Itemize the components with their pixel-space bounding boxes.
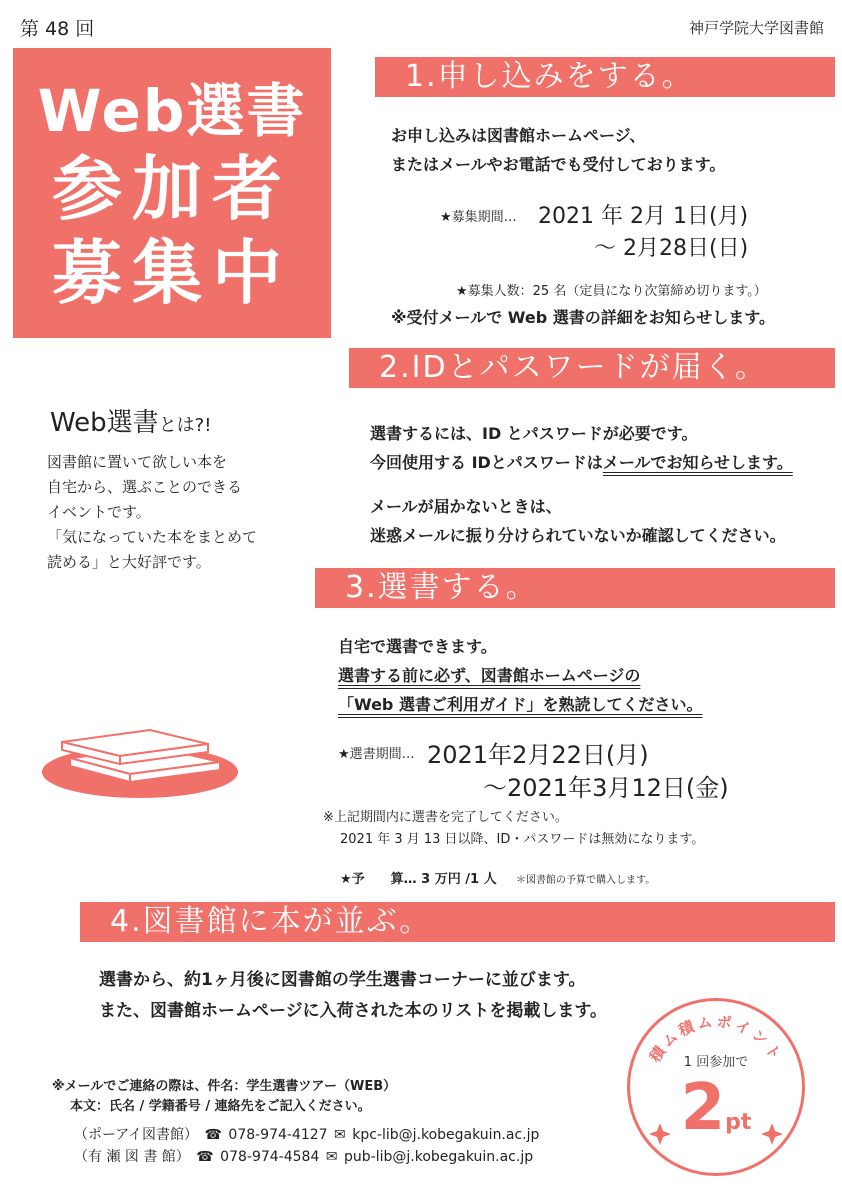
contact-phone[interactable]: 078-974-4584 [220, 1149, 320, 1165]
section2-line1: 選書するには、ID とパスワードが必要です。 [370, 424, 698, 443]
section1-notice: ※受付メールで Web 選書の詳細をお知らせします。 [391, 308, 775, 327]
section3-banner: 3.選書する。 [315, 568, 835, 608]
about-line5: 読める」と大好評です。 [47, 553, 211, 571]
contact-email[interactable]: kpc-lib@j.kobegakuin.ac.jp [352, 1127, 540, 1143]
selection-period-start: 2021年2月22日(月) [427, 741, 649, 769]
phone-icon: ☎ [204, 1127, 222, 1143]
selection-note2: 2021 年 3 月 13 日以降、ID・パスワードは無効になります。 [340, 832, 705, 847]
section2-line2 [370, 448, 793, 477]
stamp-value: 2 [680, 1071, 726, 1145]
mail-icon: ✉ [325, 1149, 338, 1165]
budget: ★予 算… 3 万円 /1 人 [340, 872, 497, 887]
phone-icon: ☎ [196, 1149, 214, 1165]
selection-note1: ※上記期間内に選書を完了してください。 [323, 810, 568, 825]
application-period-start: 2021 年 2月 1日(月) [538, 204, 749, 229]
about-line1: 図書館に置いて欲しい本を [47, 453, 228, 471]
section3-line1: 自宅で選書できます。 [338, 637, 497, 656]
section4-line1: 選書から、約1ヶ月後に図書館の学生選書コーナーに並びます。 [99, 970, 586, 990]
section1-banner: 1.申し込みをする。 [375, 57, 835, 97]
point-stamp [627, 998, 805, 1176]
about-body [47, 450, 257, 575]
selection-period-end: ～2021年3月12日(金) [483, 774, 729, 802]
section1-body [391, 121, 725, 179]
about-title-main: Web選書 [50, 408, 159, 438]
section2-line2a: 今回使用する IDとパスワードは [370, 453, 603, 472]
hero-title-line2: 参加者 [52, 148, 292, 230]
application-period-label: ★募集期間… [440, 210, 517, 225]
contact-name: （ポーアイ図書館） [74, 1127, 199, 1143]
hero-title-block [13, 48, 331, 338]
contact-row [74, 1146, 535, 1166]
contact-phone[interactable]: 078-974-4127 [228, 1127, 328, 1143]
application-period-end: ～ 2月28日(日) [594, 236, 749, 261]
budget-note: ＊図書館の予算で購入します。 [516, 875, 656, 886]
about-line3: イベントです。 [47, 503, 151, 521]
stamp-points [630, 1071, 802, 1145]
section2-banner: 2.IDとパスワードが届く。 [349, 348, 835, 388]
stamp-caption: 1 回参加で [683, 1055, 749, 1070]
about-line4: 「気になっていた本をまとめて [47, 528, 258, 546]
stamp-unit: pt [725, 1110, 752, 1135]
about-line2: 自宅から、選ぶことのできる [47, 478, 243, 496]
contact-email[interactable]: pub-lib@j.kobegakuin.ac.jp [344, 1149, 534, 1165]
section2-line3: メールが届かないときは、 [370, 497, 562, 516]
section1-body-line1: お申し込みは図書館ホームページ、 [391, 126, 646, 145]
mail-icon: ✉ [334, 1127, 346, 1143]
section1-body-line2: またはメールやお電話でも受付しております。 [391, 155, 726, 174]
hero-title-line3: 募集中 [52, 232, 292, 314]
section3-line2: 選書する前に必ず、図書館ホームページの [338, 666, 641, 685]
contact-row [74, 1124, 541, 1144]
about-title-tail: とは?! [158, 415, 212, 436]
section2-line2b: メールでお知らせします。 [602, 453, 793, 472]
stamp-arc-text: 積ム積ムポイント [645, 1012, 787, 1066]
selection-period-label: ★選書期間… [338, 747, 415, 762]
section3-line3: 「Web 選書ご利用ガイド」を熟読してください。 [338, 695, 703, 714]
hero-title-line1: Web選書 [37, 77, 307, 145]
contact-name: （有 瀬 図 書 館） [74, 1149, 190, 1165]
library-name: 神戸学院大学図書館 [688, 19, 824, 37]
books-icon [40, 700, 240, 800]
mail-note-body: 本文：氏名 / 学籍番号 / 連絡先をご記入ください。 [70, 1099, 371, 1114]
section4-line2: また、図書館ホームページに入荷された本のリストを掲載します。 [99, 1001, 607, 1021]
section2-line4: 迷惑メールに振り分けられていないか確認してください。 [370, 526, 786, 545]
mail-note-subject: ※メールでご連絡の際は、件名：学生選書ツアー（WEB） [52, 1079, 397, 1094]
section4-banner: 4.図書館に本が並ぶ。 [80, 902, 835, 942]
about-title [50, 402, 211, 439]
issue-number: 第 48 回 [20, 18, 95, 40]
capacity-note: ★募集人数：25 名（定員になり次第締め切ります。） [456, 284, 767, 299]
